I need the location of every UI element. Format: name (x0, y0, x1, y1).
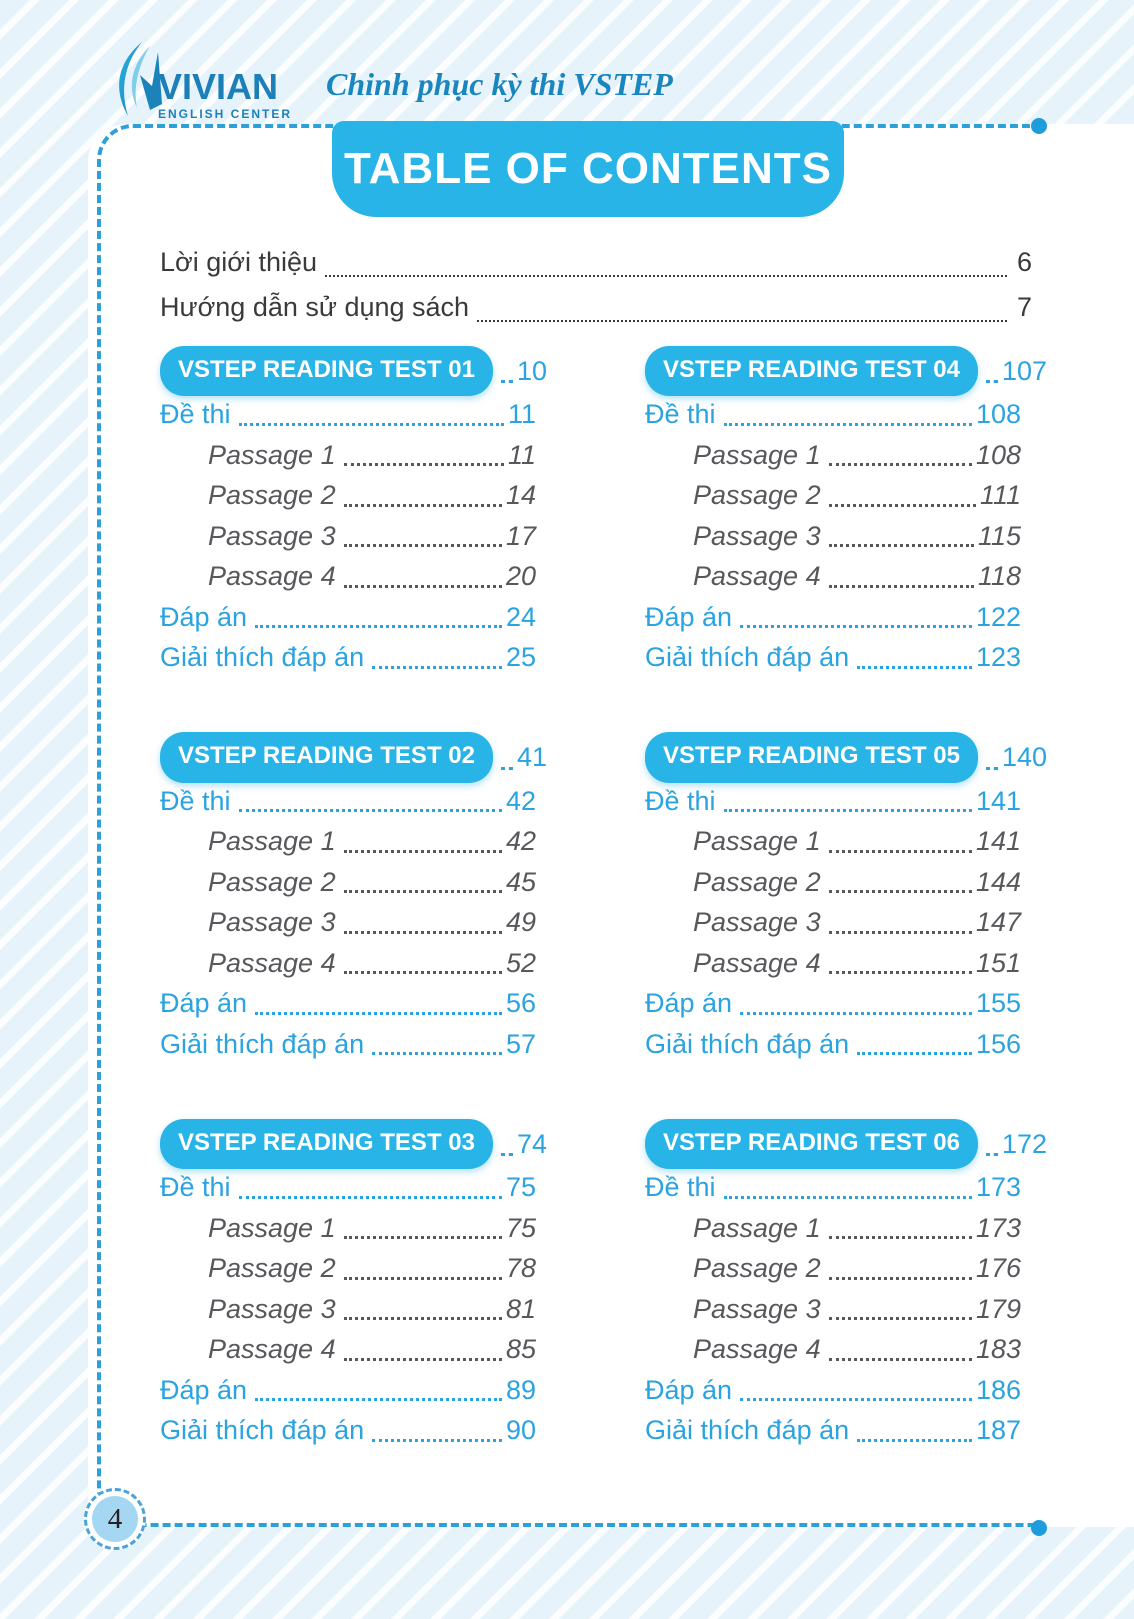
entry-label: Giải thích đáp án (160, 1028, 365, 1059)
dot-leader (239, 809, 502, 812)
toc-test-header (645, 348, 1048, 394)
dot-leader (344, 1317, 502, 1320)
toc-entry (645, 943, 1021, 984)
entry-page-number: 179 (975, 1293, 1021, 1324)
toc-banner (332, 121, 844, 217)
entry-page-number: 122 (975, 601, 1021, 632)
toc-entry (645, 1329, 1021, 1370)
toc-entry (160, 862, 536, 903)
entry-page-number: 183 (975, 1334, 1021, 1364)
dot-leader (255, 1012, 502, 1015)
entry-label: Passage 3 (208, 520, 336, 551)
test-title-badge: VSTEP READING TEST 01 (160, 346, 493, 397)
dot-leader (344, 850, 502, 853)
toc-entry (160, 435, 536, 476)
test-title-badge: VSTEP READING TEST 04 (645, 346, 978, 397)
dot-leader (724, 1196, 972, 1199)
entry-label: Passage 2 (208, 866, 336, 897)
toc-entry (645, 862, 1021, 903)
dot-leader (372, 1439, 502, 1442)
entry-page-number: 17 (505, 520, 536, 551)
toc-entry (160, 902, 536, 943)
test-title-badge: VSTEP READING TEST 02 (160, 732, 493, 783)
intro-entry (160, 285, 1032, 330)
toc-entry (645, 781, 1021, 822)
entry-page-number: 78 (505, 1253, 536, 1283)
toc-entry (645, 1024, 1021, 1065)
dot-leader (501, 380, 513, 383)
intro-entry (160, 240, 1032, 285)
dot-leader (372, 666, 502, 669)
toc-entry (645, 902, 1021, 943)
dot-leader (477, 320, 1007, 322)
toc-entry (160, 983, 536, 1024)
toc-entry (160, 597, 536, 638)
entry-page-number: 52 (505, 947, 536, 978)
toc-test-header (160, 348, 548, 394)
dot-leader (255, 625, 502, 628)
dot-leader (829, 931, 972, 934)
entry-label: Đáp án (160, 1374, 248, 1405)
entry-label: Giải thích đáp án (645, 642, 850, 672)
entry-page-number: 115 (977, 520, 1021, 551)
entry-page-number: 108 (975, 399, 1021, 429)
entry-label: Lời giới thiệu (160, 247, 317, 277)
entry-page-number: 141 (975, 826, 1021, 856)
toc-entry (160, 781, 536, 822)
dot-leader (986, 767, 998, 770)
toc-entry (645, 637, 1021, 678)
entry-page-number: 173 (975, 1172, 1021, 1202)
toc-entry (645, 821, 1021, 862)
dot-leader (829, 585, 974, 588)
test-title-badge: VSTEP READING TEST 06 (645, 1119, 978, 1170)
toc-entry (160, 1024, 536, 1065)
toc-entry (160, 943, 536, 984)
dot-leader (829, 1317, 972, 1320)
entry-page-number: 10 (516, 355, 548, 386)
test-block (160, 1121, 548, 1451)
entry-label: Passage 4 (208, 561, 336, 591)
dot-leader (724, 423, 972, 426)
entry-label: Đáp án (645, 1374, 733, 1405)
dot-leader (740, 1398, 972, 1401)
toc-entry (160, 1370, 536, 1411)
entry-page-number: 85 (505, 1334, 536, 1364)
dot-leader (344, 544, 502, 547)
entry-label: Passage 1 (693, 826, 821, 856)
toc-entry (645, 983, 1021, 1024)
toc-entry (645, 1167, 1021, 1208)
entry-page-number: 151 (975, 947, 1021, 978)
entry-page-number: 24 (505, 601, 536, 632)
entry-label: Passage 4 (208, 947, 336, 978)
entry-label: Giải thích đáp án (160, 642, 365, 672)
swoosh-icon (112, 42, 164, 120)
dot-leader (344, 1277, 502, 1280)
entry-page-number: 156 (975, 1028, 1021, 1059)
entry-label: Passage 1 (208, 1212, 336, 1243)
entry-label: Passage 2 (693, 1253, 821, 1283)
dot-leader (724, 809, 972, 812)
test-block (160, 348, 548, 678)
entry-page-number: 49 (505, 907, 536, 937)
toc-test-header (160, 735, 548, 781)
toc-entry (645, 1410, 1021, 1451)
intro-entries (160, 240, 1032, 330)
dot-leader (857, 1439, 972, 1442)
page-header (112, 42, 673, 120)
toc-test-header (160, 1121, 548, 1167)
entry-label: Đáp án (645, 601, 733, 632)
entry-label: Passage 1 (693, 439, 821, 470)
toc-entry (645, 475, 1021, 516)
entry-label: Đề thi (645, 399, 716, 429)
entry-page-number: 41 (516, 742, 548, 773)
dot-leader (239, 423, 504, 426)
entry-label: Đề thi (160, 785, 231, 816)
entry-label: Đáp án (160, 601, 248, 632)
entry-page-number: 187 (975, 1415, 1021, 1445)
dot-leader (344, 504, 502, 507)
toc-entry (160, 475, 536, 516)
page-number-badge (84, 1488, 146, 1550)
entry-page-number: 172 (1001, 1128, 1048, 1159)
entry-label: Passage 4 (693, 1334, 821, 1364)
entry-label: Passage 3 (208, 907, 336, 937)
entry-page-number: 90 (505, 1415, 536, 1445)
toc-entry (645, 597, 1021, 638)
entry-label: Đề thi (645, 1172, 716, 1202)
entry-page-number: 75 (505, 1172, 536, 1202)
dot-leader (344, 1358, 502, 1361)
entry-page-number: 173 (975, 1212, 1021, 1243)
toc-entry (645, 1289, 1021, 1330)
entry-label: Đề thi (160, 1172, 231, 1202)
dot-leader (829, 1358, 972, 1361)
test-block (645, 348, 1048, 678)
entry-page-number: 81 (505, 1293, 536, 1324)
entry-page-number: 111 (979, 480, 1021, 510)
dot-leader (501, 1153, 513, 1156)
dot-leader (857, 666, 972, 669)
dot-leader (344, 585, 502, 588)
toc-entry (645, 1248, 1021, 1289)
dot-leader (255, 1398, 502, 1401)
entry-page-number: 108 (975, 439, 1021, 470)
dot-leader (239, 1196, 502, 1199)
toc-entry (645, 516, 1021, 557)
brand-subtitle: ENGLISH CENTER (158, 107, 293, 121)
dot-leader (857, 1052, 972, 1055)
entry-label: Passage 3 (693, 907, 821, 937)
entry-label: Passage 3 (693, 520, 821, 551)
entry-page-number: 118 (977, 561, 1021, 591)
toc-entry (160, 1410, 536, 1451)
entry-label: Hướng dẫn sử dụng sách (160, 292, 470, 322)
entry-page-number: 6 (1016, 247, 1032, 277)
entry-label: Passage 1 (208, 439, 336, 470)
toc-entry (160, 1208, 536, 1249)
toc-entry (160, 1289, 536, 1330)
toc-column-left (160, 348, 548, 1508)
entry-label: Passage 2 (693, 866, 821, 897)
toc-column-right (645, 348, 1048, 1508)
dot-leader (829, 463, 972, 466)
dot-leader (344, 931, 502, 934)
toc-entry (160, 394, 536, 435)
test-title-badge: VSTEP READING TEST 05 (645, 732, 978, 783)
entry-label: Passage 4 (693, 561, 821, 591)
entry-label: Đáp án (645, 988, 733, 1018)
entry-page-number: 89 (505, 1374, 536, 1405)
dot-leader (344, 1236, 502, 1239)
entry-label: Giải thích đáp án (160, 1415, 365, 1445)
entry-label: Giải thích đáp án (645, 1028, 850, 1059)
entry-page-number: 186 (975, 1374, 1021, 1405)
toc-entry (160, 516, 536, 557)
entry-label: Passage 3 (208, 1293, 336, 1324)
toc-entry (160, 821, 536, 862)
entry-label: Passage 1 (208, 826, 336, 856)
toc-entry (645, 1208, 1021, 1249)
test-block (645, 735, 1048, 1065)
dot-leader (829, 890, 972, 893)
toc-entry (160, 1248, 536, 1289)
entry-page-number: 140 (1001, 742, 1048, 773)
toc-entry (645, 556, 1021, 597)
book-tagline: Chinh phục kỳ thi VSTEP (326, 66, 673, 102)
test-title-badge: VSTEP READING TEST 03 (160, 1119, 493, 1170)
toc-entry (160, 556, 536, 597)
dot-leader (344, 971, 502, 974)
entry-page-number: 14 (505, 480, 536, 510)
toc-columns (160, 348, 1048, 1508)
toc-entry (645, 394, 1021, 435)
entry-page-number: 147 (975, 907, 1021, 937)
test-block (645, 1121, 1048, 1451)
entry-label: Passage 3 (693, 1293, 821, 1324)
entry-page-number: 56 (505, 988, 536, 1018)
toc-entry (645, 1370, 1021, 1411)
border-end-dot-bottom (1031, 1520, 1047, 1536)
toc-test-header (645, 735, 1048, 781)
entry-page-number: 7 (1016, 292, 1032, 322)
entry-label: Đề thi (645, 785, 716, 816)
toc-entry (160, 1167, 536, 1208)
toc-entry (160, 637, 536, 678)
entry-page-number: 74 (516, 1128, 548, 1159)
dot-leader (986, 1153, 998, 1156)
dot-leader (829, 504, 976, 507)
entry-label: Đề thi (160, 399, 231, 429)
entry-label: Passage 2 (208, 480, 336, 510)
toc-banner-title: TABLE OF CONTENTS (344, 144, 832, 193)
brand-name: VIVIAN (158, 66, 279, 107)
entry-page-number: 20 (505, 561, 536, 591)
entry-label: Đáp án (160, 988, 248, 1018)
entry-page-number: 45 (505, 866, 536, 897)
entry-page-number: 141 (975, 785, 1021, 816)
brand-logo (112, 42, 292, 120)
dot-leader (325, 275, 1007, 277)
entry-page-number: 42 (505, 826, 536, 856)
entry-label: Passage 4 (208, 1334, 336, 1364)
dot-leader (344, 463, 504, 466)
dot-leader (344, 890, 502, 893)
dot-leader (740, 625, 972, 628)
entry-page-number: 155 (975, 988, 1021, 1018)
toc-entry (645, 435, 1021, 476)
dot-leader (740, 1012, 972, 1015)
border-end-dot-top (1031, 118, 1047, 134)
entry-page-number: 42 (505, 785, 536, 816)
dot-leader (829, 1277, 972, 1280)
entry-label: Giải thích đáp án (645, 1415, 850, 1445)
entry-page-number: 25 (505, 642, 536, 672)
page-number: 4 (92, 1496, 138, 1542)
dot-leader (986, 380, 998, 383)
entry-page-number: 176 (975, 1253, 1021, 1283)
entry-label: Passage 2 (693, 480, 821, 510)
dot-leader (829, 850, 972, 853)
dot-leader (829, 1236, 972, 1239)
entry-page-number: 11 (507, 439, 536, 470)
entry-page-number: 75 (505, 1212, 536, 1243)
brand-text (158, 66, 293, 121)
entry-label: Passage 4 (693, 947, 821, 978)
entry-page-number: 123 (975, 642, 1021, 672)
test-block (160, 735, 548, 1065)
entry-page-number: 107 (1001, 355, 1048, 386)
dot-leader (829, 971, 972, 974)
entry-page-number: 57 (505, 1028, 536, 1059)
entry-page-number: 144 (975, 866, 1021, 897)
dot-leader (829, 544, 974, 547)
toc-entry (160, 1329, 536, 1370)
dot-leader (372, 1052, 502, 1055)
toc-test-header (645, 1121, 1048, 1167)
entry-page-number: 11 (507, 399, 536, 429)
dot-leader (501, 767, 513, 770)
entry-label: Passage 2 (208, 1253, 336, 1283)
entry-label: Passage 1 (693, 1212, 821, 1243)
